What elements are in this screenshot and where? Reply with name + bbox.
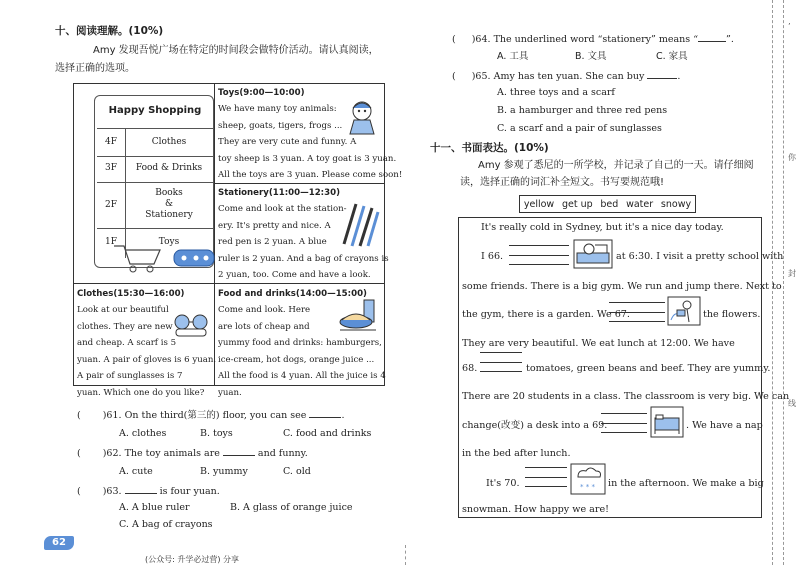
q63-option-a[interactable]: A. A blue ruler: [119, 502, 190, 513]
word-bank: [519, 195, 696, 213]
food-and-drink-icon: [338, 298, 382, 334]
clothes-cell-text: Look at our beautiful clothes. They are new and cheap. A scarf is 5 yuan. A pair of gloves is 6 yuan. A pair of sunglasses is 7 yuan. Which one do you like?: [77, 305, 217, 398]
margin-mark: 线: [788, 399, 796, 408]
q65-option-a[interactable]: A. three toys and a scarf: [497, 87, 615, 98]
clothes-cell-title: Clothes(15:30—16:00): [77, 289, 185, 299]
getting-up-picture: [573, 239, 613, 269]
q65-option-c[interactable]: C. a scarf and a pair of sunglasses: [497, 123, 662, 134]
stationery-cell-text: Come and look at the station- ery. It's pretty and nice. A red pen is 2 yuan. A blue ruler is 2 yuan. And a bag of crayons is 2 yuan, too. Come and have a look.: [218, 204, 389, 280]
essay-line-4b: the flowers.: [703, 309, 761, 320]
writing-section-title: 十一、书面表达。(10%): [430, 142, 549, 154]
word-bank-item: snowy: [660, 198, 692, 210]
store-row-4f: 4F Clothes: [97, 128, 213, 156]
food-cell-title: Food and drinks(14:00—15:00): [218, 289, 367, 299]
margin-mark: 你: [788, 153, 796, 162]
q65-answer-blank[interactable]: [647, 69, 677, 79]
essay-line-9: in the bed after lunch.: [462, 448, 571, 459]
page-number-badge: 62: [44, 536, 74, 550]
essay-line-3: some friends. There is a big gym. We run and jump there. Next to: [462, 281, 782, 292]
margin-mark: ’: [788, 22, 791, 31]
question-63: ( )63. is four yuan.: [77, 486, 220, 497]
q63-answer-blank[interactable]: [125, 484, 157, 494]
q64-option-b[interactable]: B. 文具: [575, 51, 607, 62]
essay-line-8b: . We have a nap: [686, 420, 763, 431]
q61-option-b[interactable]: B. toys: [200, 428, 233, 439]
essay-line-7: There are 20 students in a class. The classroom is very big. We can: [462, 391, 790, 402]
essay-line-6b: tomatoes, green beans and beef. They are yummy.: [526, 363, 771, 374]
essay-line-8a: change(改变) a desk into a 69.: [462, 420, 608, 431]
toys-cell-text: We have many toy animals: sheep, goats, tigers, frogs ... They are very cute and funny. A toy sheep is 3 yuan. A toy goat is 3 yuan. All the toys are 3 yuan. Please come soon!: [218, 104, 403, 180]
essay-line-2b: at 6:30. I visit a pretty school with: [616, 251, 784, 262]
question-64: ( )64. The underlined word “stationery” means “ ”.: [452, 34, 734, 45]
q61-option-c[interactable]: C. food and drinks: [283, 428, 372, 439]
stationery-cell-title: Stationery(11:00—12:30): [218, 188, 340, 198]
essay-line-10a: It's 70.: [486, 478, 520, 489]
toys-cell-title: Toys(9:00—10:00): [218, 88, 305, 98]
essay-line-6a: 68.: [462, 363, 478, 374]
q64-option-a[interactable]: A. 工具: [497, 51, 529, 62]
q63-option-b[interactable]: B. A glass of orange juice: [230, 502, 353, 513]
essay-line-10b: in the afternoon. We make a big: [608, 478, 764, 489]
shopping-cart-icon: [110, 240, 220, 276]
q62-answer-blank[interactable]: [223, 446, 255, 456]
essay-line-11: snowman. How happy we are!: [462, 504, 610, 515]
reading-section-title: 十、阅读理解。(10%): [55, 25, 164, 37]
word-bank-item: bed: [600, 198, 619, 210]
q65-option-b[interactable]: B. a hamburger and three red pens: [497, 105, 668, 116]
glasses-and-gloves-icon: [172, 312, 212, 338]
q63-option-c[interactable]: C. A bag of crayons: [119, 519, 213, 530]
word-bank-item: get up: [561, 198, 593, 210]
snowy-weather-picture: [570, 463, 606, 495]
q62-option-a[interactable]: A. cute: [119, 466, 153, 477]
reading-intro-line1: Amy 发现吾悦广场在特定的时间段会做特价活动。请认真阅读，: [93, 45, 379, 56]
food-cell-text: Come and look. Here are lots of cheap and yummy food and drinks: hamburgers, ice-cream, hot dogs, orange juice ... All the food is 4 yuan. All the juice is 4 yuan.: [218, 305, 386, 398]
store-row-2f: 2F Books & Stationery: [97, 182, 213, 228]
store-sign-title: Happy Shopping: [108, 105, 202, 116]
word-bank-item: water: [626, 198, 654, 210]
pens-and-pencils-icon: [338, 200, 382, 250]
footer-text: (公众号: 升学必过营) 分享: [145, 555, 240, 564]
reading-intro-line2: 选择正确的选项。: [55, 63, 135, 74]
q64-answer-blank[interactable]: [698, 32, 726, 42]
q61-answer-blank[interactable]: [309, 408, 341, 418]
essay-line-4: the gym, there is a garden. We 67.: [462, 309, 630, 320]
essay-line-5: They are very beautiful. We eat lunch at 12:00. We have: [462, 338, 735, 349]
watering-flowers-picture: [667, 296, 701, 326]
margin-mark: 封: [788, 269, 796, 278]
essay-line-2: I 66.: [481, 251, 504, 262]
store-row-3f: 3F Food & Drinks: [97, 156, 213, 182]
question-65: ( )65. Amy has ten yuan. She can buy .: [452, 71, 681, 82]
q62-option-b[interactable]: B. yummy: [200, 466, 248, 477]
svg-text:* * *: * * *: [580, 483, 595, 491]
essay-line-1: It's really cold in Sydney, but it's a nice day today.: [481, 222, 724, 233]
toy-doll-icon: [344, 98, 380, 136]
writing-intro-line2: 读，选择正确的词汇补全短文。书写要规范哦!: [460, 177, 665, 188]
q64-option-c[interactable]: C. 家具: [656, 51, 688, 62]
word-bank-item: yellow: [523, 198, 555, 210]
store-row-1f: 1F Toys: [97, 228, 213, 258]
bed-picture: [650, 406, 684, 438]
question-62: ( )62. The toy animals are and funny.: [77, 448, 308, 459]
q62-option-c[interactable]: C. old: [283, 466, 311, 477]
writing-intro-line1: Amy 参观了悉尼的一所学校，并记录了自己的一天。请仔细阅: [478, 160, 754, 171]
question-61: ( )61. On the third(第三的) floor, you can see .: [77, 410, 345, 421]
q61-option-a[interactable]: A. clothes: [119, 428, 167, 439]
